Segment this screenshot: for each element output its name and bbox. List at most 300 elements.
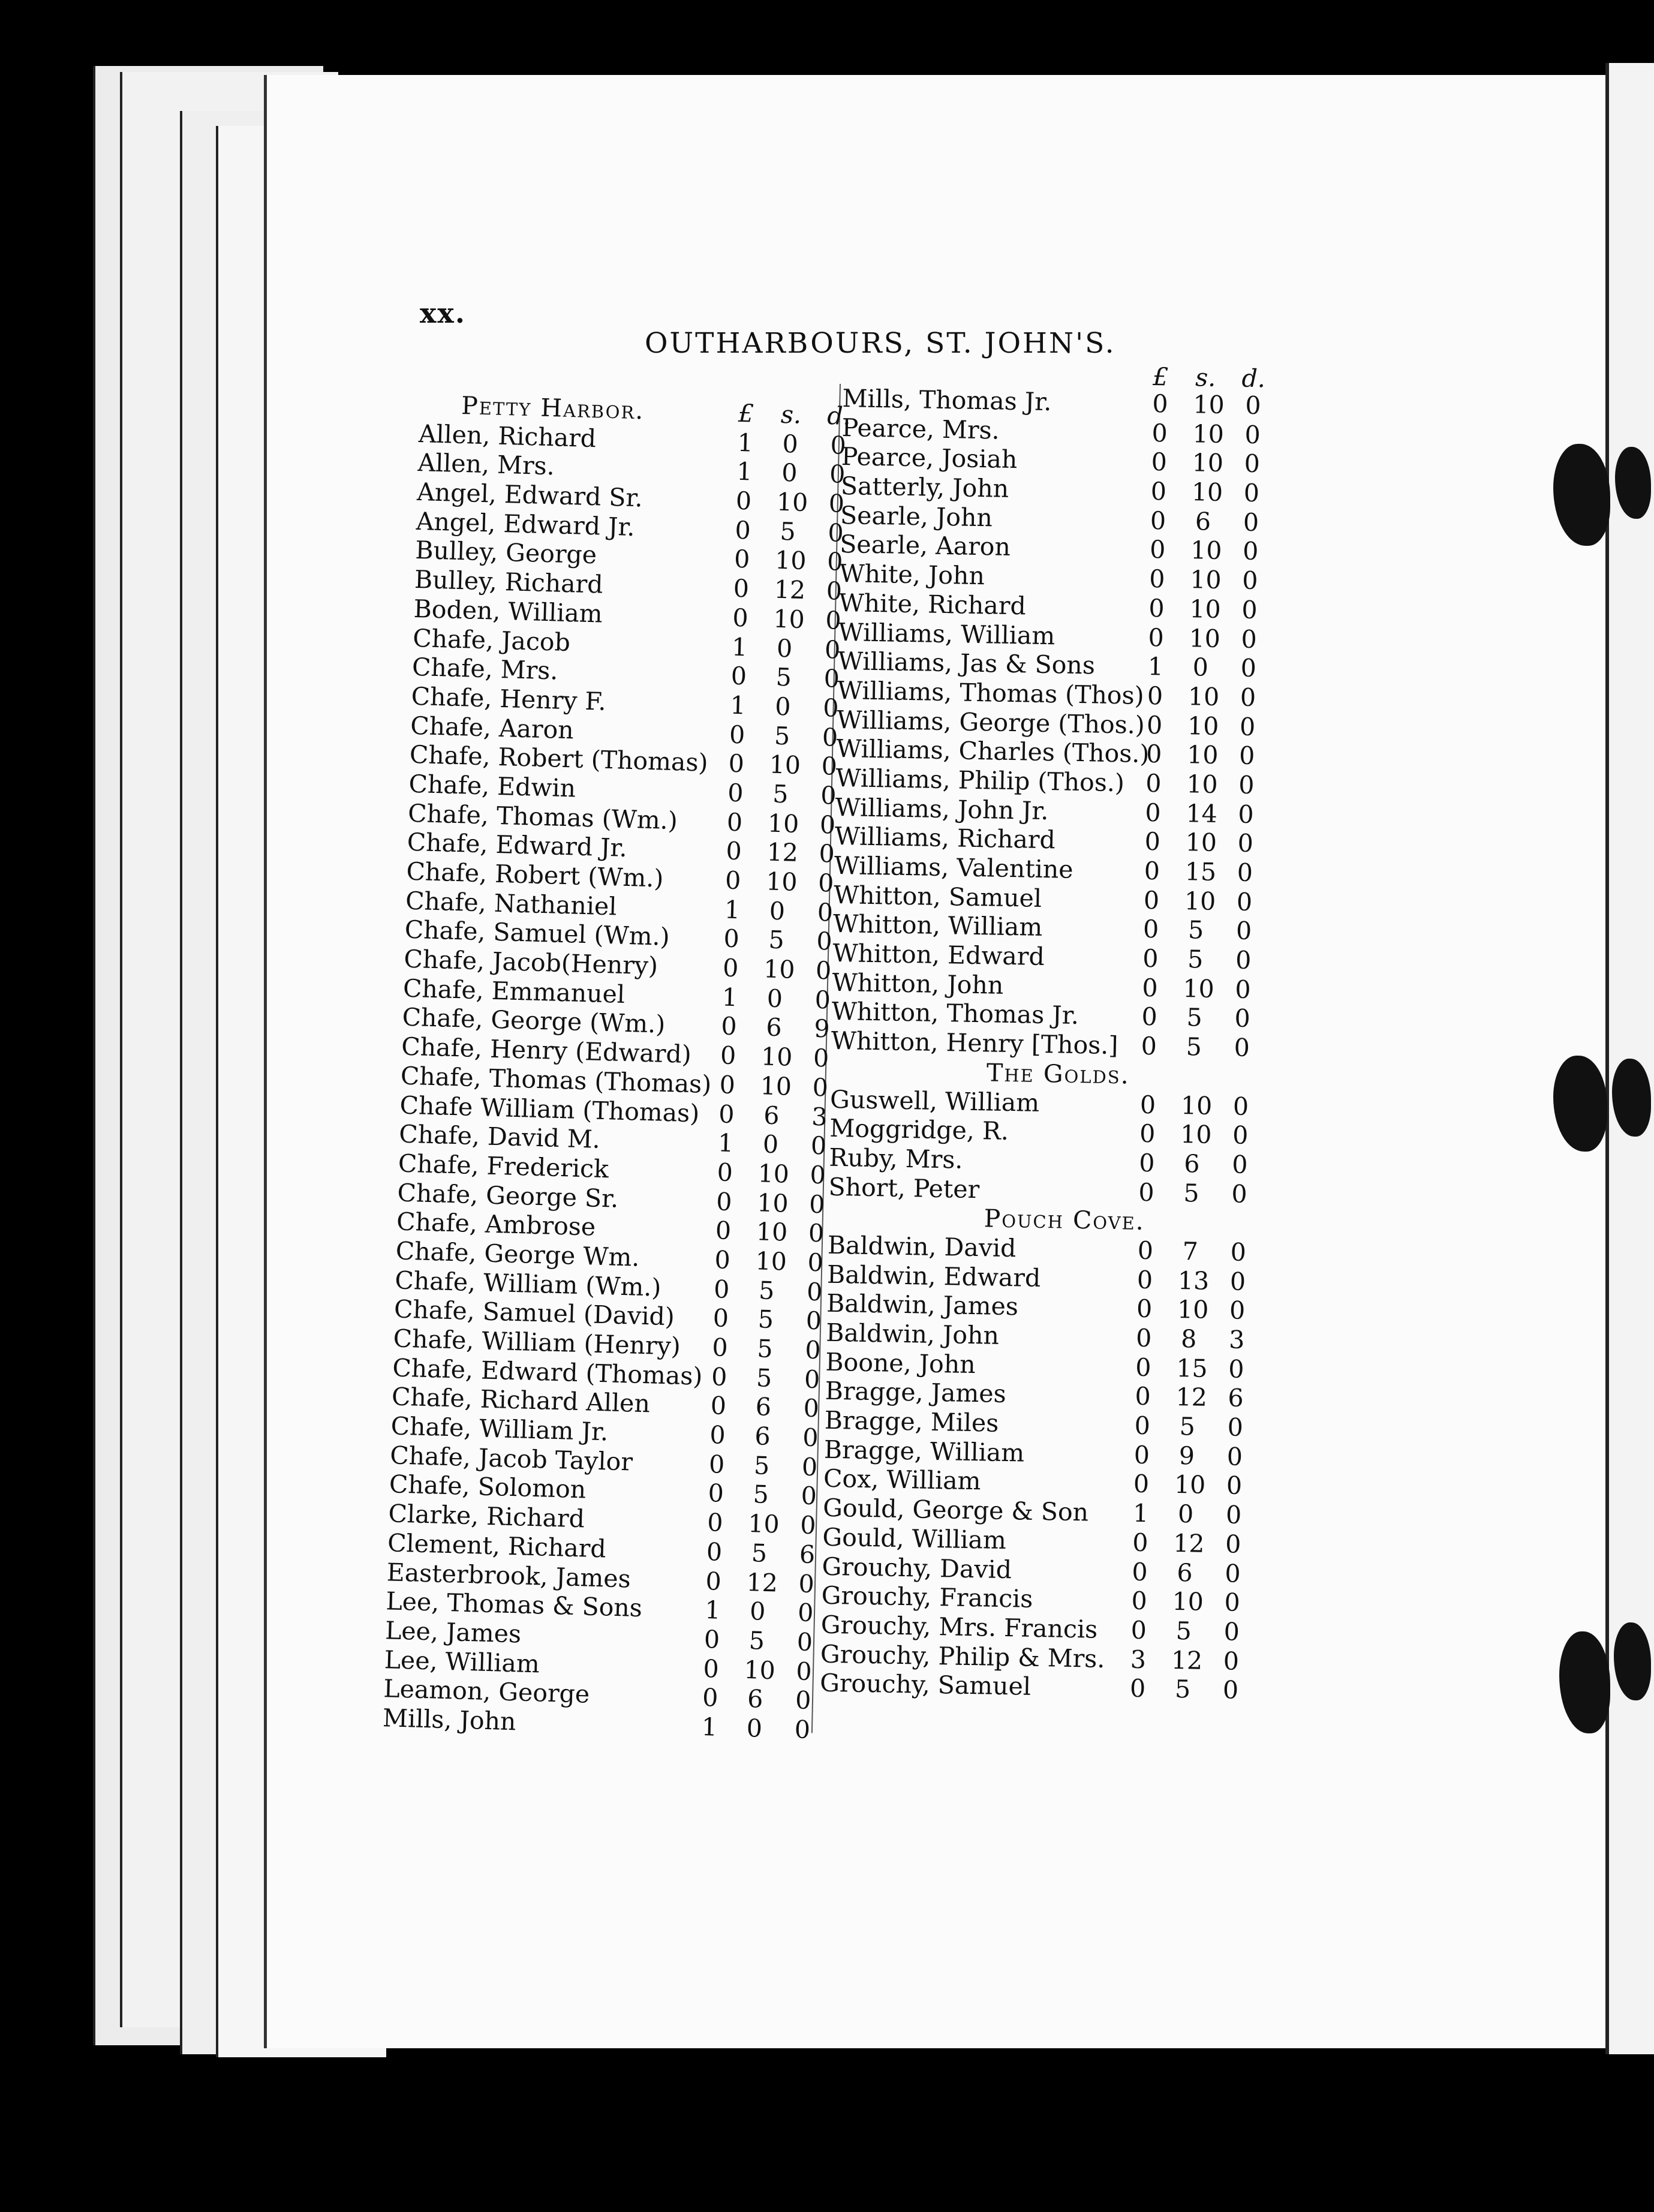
pounds-value: 0 <box>1141 1002 1158 1032</box>
entry-name: Cox, William <box>823 1464 981 1496</box>
pounds-value: 0 <box>726 836 742 866</box>
shillings-value: 10 <box>1177 1295 1209 1325</box>
entry-name: Chafe, Jacob(Henry) <box>403 944 658 981</box>
pounds-value: 0 <box>1136 1265 1153 1294</box>
pence-value: 0 <box>795 1656 813 1686</box>
shillings-value: 10 <box>756 1217 788 1247</box>
pence-value: 0 <box>1240 653 1257 683</box>
shillings-value: 10 <box>1189 623 1221 653</box>
ledger-row <box>835 763 1255 800</box>
entry-name: Bragge, William <box>823 1435 1025 1468</box>
entry-name: Chafe, Jacob <box>412 623 571 657</box>
entry-name: Chafe, Jacob Taylor <box>389 1441 633 1477</box>
pence-value: 0 <box>1226 1442 1243 1471</box>
ledger-row <box>382 1703 811 1744</box>
shillings-value: 5 <box>753 1451 770 1480</box>
shillings-value: 5 <box>1175 1616 1192 1646</box>
ledger-row <box>834 822 1254 858</box>
entry-name: Satterly, John <box>840 471 1009 503</box>
ink-blot <box>1614 1622 1651 1700</box>
pounds-value: 0 <box>726 807 743 837</box>
pounds-value: 1 <box>1147 652 1164 681</box>
pence-value: 0 <box>1238 770 1255 800</box>
shillings-value: 10 <box>1172 1587 1204 1616</box>
pence-value: 0 <box>808 1218 825 1248</box>
pence-value: 0 <box>820 780 837 810</box>
entry-name: Allen, Richard <box>418 419 597 453</box>
entry-name: Mills, Thomas Jr. <box>842 384 1052 417</box>
shillings-value: 10 <box>747 1509 780 1539</box>
pence-value: 0 <box>809 1160 826 1190</box>
ledger-row <box>386 1557 815 1598</box>
pounds-value: 1 <box>737 428 754 458</box>
entry-name: Whitton, William <box>832 909 1043 942</box>
entry-name: Chafe, William (Wm.) <box>394 1266 662 1302</box>
pounds-value: 0 <box>1135 1353 1151 1382</box>
pounds-value: 0 <box>1133 1469 1150 1499</box>
pounds-value: 0 <box>1151 447 1168 477</box>
entry-name: Chafe, George (Wm.) <box>402 1003 666 1039</box>
pounds-value: 1 <box>701 1712 718 1742</box>
ledger-row <box>391 1382 820 1423</box>
entry-name: Chafe, Robert (Wm.) <box>405 856 664 893</box>
entry-name: Bragge, Miles <box>824 1405 999 1438</box>
entry-name: Bulley, George <box>414 536 597 570</box>
entry-name: Easterbrook, James <box>386 1557 631 1594</box>
pounds-value: 0 <box>728 749 745 779</box>
pounds-value: 0 <box>711 1362 727 1391</box>
ledger-row <box>829 1114 1249 1150</box>
entry-name: Chafe, Thomas (Thomas) <box>400 1061 712 1099</box>
pence-value: 0 <box>1229 1267 1246 1296</box>
ledger-row <box>831 997 1251 1033</box>
entry-name: Boden, William <box>413 594 603 629</box>
shillings-value: 9 <box>1178 1441 1195 1471</box>
entry-name: Chafe, Henry F. <box>411 681 607 716</box>
ledger-row <box>839 559 1258 596</box>
pence-value: 0 <box>1224 1588 1241 1618</box>
pounds-value: 0 <box>1144 827 1161 856</box>
ledger-row <box>824 1405 1244 1442</box>
entry-name: Williams, Philip (Thos.) <box>835 763 1125 798</box>
shillings-value: 10 <box>760 1042 793 1072</box>
pence-value: 0 <box>1243 507 1259 537</box>
entry-name: Chafe, Aaron <box>410 711 575 744</box>
pence-value: 0 <box>806 1277 823 1306</box>
entry-name: Chafe, Henry (Edward) <box>401 1032 692 1069</box>
pounds-value: 0 <box>735 486 752 516</box>
page-number: xx. <box>420 297 466 329</box>
pence-value: 0 <box>1238 741 1255 771</box>
ledger-row <box>402 973 831 1015</box>
shillings-value: 5 <box>1186 1032 1202 1062</box>
pounds-value: 0 <box>714 1245 731 1275</box>
ledger-row <box>409 740 838 781</box>
pounds-value: 0 <box>720 1011 738 1041</box>
ledger-row <box>390 1411 819 1453</box>
entry-name: Whitton, Edward <box>832 938 1045 972</box>
shillings-value: 5 <box>748 1626 765 1655</box>
shillings-value: 10 <box>1174 1470 1206 1500</box>
pounds-value: 0 <box>1132 1557 1148 1586</box>
shillings-value: 5 <box>1187 915 1204 945</box>
shillings-value: 10 <box>763 954 796 984</box>
pounds-value: 1 <box>1132 1498 1149 1528</box>
pounds-value: 0 <box>717 1158 733 1187</box>
shillings-value: 10 <box>769 750 801 780</box>
shillings-value: 10 <box>1192 448 1224 478</box>
entry-name: Gould, William <box>822 1522 1007 1555</box>
shillings-value: 5 <box>1179 1412 1196 1441</box>
pence-value: 0 <box>825 605 842 635</box>
pence-value: 0 <box>1240 683 1256 712</box>
shillings-value: 5 <box>757 1305 774 1335</box>
pounds-value: 1 <box>717 1128 734 1158</box>
ledger-row <box>393 1294 822 1336</box>
shillings-value: 14 <box>1186 798 1218 828</box>
pence-value: 0 <box>1237 828 1254 858</box>
entry-name: Angel, Edward Jr. <box>416 506 636 542</box>
shillings-value: 5 <box>772 779 789 809</box>
shillings-value: 10 <box>757 1159 790 1189</box>
shillings-value: 0 <box>762 1129 779 1159</box>
section-heading: Petty Harbor. <box>461 390 645 425</box>
pence-value: 0 <box>829 459 846 489</box>
pence-value: 0 <box>816 927 833 956</box>
pounds-value: 0 <box>1144 856 1160 886</box>
shillings-value: 6 <box>1177 1558 1193 1587</box>
entry-name: Chafe, Nathaniel <box>405 886 618 921</box>
pence-value: 0 <box>797 1598 814 1628</box>
pence-value: 0 <box>796 1627 813 1657</box>
entry-name: Williams, George (Thos.) <box>836 705 1145 740</box>
pence-value: 0 <box>1232 1120 1249 1150</box>
pence-value: 0 <box>1234 1033 1250 1063</box>
entry-name: Short, Peter <box>828 1172 980 1204</box>
pounds-value: 0 <box>1151 418 1168 448</box>
pounds-value: 0 <box>1134 1411 1151 1441</box>
pence-value: 0 <box>817 868 835 898</box>
pounds-value: 0 <box>1143 885 1160 915</box>
shillings-value: 10 <box>772 604 805 634</box>
page-title: OUTHARBOURS, ST. JOHN'S. <box>645 327 1116 360</box>
pence-value: 0 <box>1225 1529 1241 1559</box>
pounds-value: 1 <box>729 690 747 720</box>
entry-name: Searle, Aaron <box>839 530 1011 562</box>
shillings-value: 10 <box>1192 419 1225 449</box>
pounds-value: 0 <box>733 545 751 574</box>
shillings-value: 6 <box>765 1012 783 1042</box>
entry-name: Chafe, Thomas (Wm.) <box>407 798 678 835</box>
pence-value: 0 <box>1239 712 1256 741</box>
entry-name: Chafe, David M. <box>398 1119 601 1155</box>
pounds-value: 0 <box>1145 768 1162 798</box>
ledger-row <box>392 1353 820 1394</box>
entry-name: White, John <box>839 559 985 591</box>
pence-value: 0 <box>1225 1500 1242 1530</box>
shillings-value: 15 <box>1184 857 1217 886</box>
pounds-value: 0 <box>1152 389 1168 419</box>
pence-value: 0 <box>1230 1237 1247 1267</box>
pence-value: 0 <box>1241 595 1258 624</box>
pence-value: 0 <box>804 1365 820 1394</box>
entry-name: Chafe, Edwin <box>408 769 576 803</box>
pounds-value: 1 <box>704 1595 721 1625</box>
ledger-row <box>384 1616 813 1657</box>
entry-name: Mills, John <box>382 1703 517 1736</box>
shillings-value: 12 <box>766 837 799 868</box>
shillings-value: 10 <box>774 546 807 576</box>
pence-value: 0 <box>822 722 838 752</box>
pounds-value: 0 <box>715 1216 732 1246</box>
entry-name: Williams, John Jr. <box>835 792 1049 825</box>
shillings-value: 6 <box>763 1100 780 1130</box>
pounds-value: 0 <box>708 1449 725 1479</box>
shillings-value: 10 <box>1180 1120 1212 1150</box>
shillings-value: 5 <box>768 925 785 955</box>
pounds-value: 0 <box>1131 1586 1148 1616</box>
shillings-header: s. <box>780 399 802 429</box>
pence-value: 0 <box>1235 975 1251 1004</box>
pounds-value: 0 <box>1148 623 1165 652</box>
entry-name: Williams, Richard <box>834 822 1056 855</box>
pounds-value: 0 <box>1135 1382 1151 1411</box>
shillings-value: 15 <box>1176 1353 1208 1383</box>
entry-name: Moggridge, R. <box>829 1114 1009 1146</box>
shillings-value: 0 <box>776 633 793 663</box>
pounds-value: 0 <box>1150 477 1167 506</box>
shillings-value: 0 <box>782 429 799 459</box>
pence-value: 0 <box>1236 887 1253 916</box>
pence-value: 0 <box>798 1568 815 1598</box>
pounds-value: 0 <box>702 1654 720 1684</box>
pounds-value: 0 <box>706 1537 723 1567</box>
shillings-value: 10 <box>1183 973 1215 1003</box>
pence-value: 0 <box>826 547 843 577</box>
pence-value: 0 <box>799 1510 817 1540</box>
pounds-value: 0 <box>711 1333 729 1362</box>
entry-name: Grouchy, David <box>822 1552 1012 1584</box>
shillings-value: 12 <box>1175 1382 1208 1412</box>
pence-header: d. <box>1241 363 1266 393</box>
pence-value: 0 <box>819 810 836 840</box>
pence-value: 0 <box>828 489 845 518</box>
entry-name: Baldwin, Edward <box>826 1260 1041 1293</box>
shillings-value: 10 <box>755 1246 787 1276</box>
shillings-value: 10 <box>1189 565 1222 595</box>
ledger-row <box>405 886 834 927</box>
section-heading: Pouch Cove. <box>984 1204 1145 1236</box>
pence-value: 0 <box>801 1481 817 1511</box>
entry-name: Chafe William (Thomas) <box>399 1090 700 1128</box>
shillings-value: 10 <box>760 1071 792 1101</box>
ledger-row <box>395 1236 824 1278</box>
pence-value: 0 <box>823 664 840 693</box>
shillings-value: 10 <box>767 809 799 838</box>
shillings-value: 12 <box>774 575 806 605</box>
entry-name: Grouchy, Philip & Mrs. <box>820 1639 1105 1673</box>
entry-name: Grouchy, Samuel <box>819 1668 1032 1702</box>
pence-value: 3 <box>1228 1325 1245 1354</box>
shillings-value: 10 <box>1190 536 1222 566</box>
entry-name: Whitton, Henry [Thos.] <box>831 1026 1118 1060</box>
entry-name: Chafe, Robert (Thomas) <box>409 740 709 777</box>
ink-blot <box>1615 447 1651 519</box>
entry-name: Chafe, William (Henry) <box>393 1324 681 1361</box>
ink-blot <box>1612 1059 1651 1137</box>
ledger-row <box>383 1674 811 1715</box>
pence-value: 0 <box>815 955 832 985</box>
pounds-value: 3 <box>1130 1645 1147 1674</box>
pounds-value: 0 <box>1148 593 1165 623</box>
entry-name: Searle, John <box>840 500 993 533</box>
entry-name: Grouchy, Francis <box>821 1580 1033 1614</box>
shillings-value: 10 <box>1187 711 1219 741</box>
entry-name: Chafe, Mrs. <box>411 653 559 686</box>
ledger-row <box>823 1464 1243 1501</box>
ledger-row <box>820 1639 1240 1676</box>
pounds-value: 0 <box>1145 798 1162 827</box>
shillings-value: 12 <box>1171 1645 1203 1675</box>
pounds-value: 0 <box>703 1624 720 1654</box>
pence-value: 0 <box>1223 1617 1240 1646</box>
entry-name: Williams, Thomas (Thos) <box>837 675 1145 710</box>
pence-value: 0 <box>1234 1004 1251 1033</box>
pounds-value: 0 <box>1149 535 1166 564</box>
pence-value: 0 <box>1227 1412 1244 1442</box>
shillings-value: 10 <box>1189 594 1222 624</box>
pounds-value: 0 <box>732 603 749 633</box>
pence-value: 0 <box>1226 1471 1243 1501</box>
shillings-value: 10 <box>1186 770 1219 799</box>
pounds-value: 0 <box>1138 1177 1155 1207</box>
pence-value: 3 <box>811 1102 828 1131</box>
shillings-value: 0 <box>766 984 783 1014</box>
pence-value: 0 <box>829 430 847 460</box>
pounds-value: 0 <box>720 1041 736 1071</box>
ledger-row <box>837 675 1256 712</box>
pounds-value: 0 <box>1146 710 1163 740</box>
pence-value: 0 <box>812 1072 829 1102</box>
entry-name: Guswell, William <box>829 1084 1040 1117</box>
ledger-row <box>842 384 1261 420</box>
pence-value: 0 <box>1228 1354 1244 1384</box>
shillings-value: 5 <box>1174 1675 1191 1704</box>
entry-name: Bulley, Richard <box>414 565 604 599</box>
pounds-value: 0 <box>1148 564 1165 594</box>
shillings-value: 10 <box>776 487 808 518</box>
pence-value: 0 <box>817 897 834 927</box>
shillings-value: 5 <box>779 516 796 546</box>
ledger-row <box>820 1610 1240 1646</box>
entry-name: Chafe, Solomon <box>389 1469 587 1504</box>
pounds-value: 1 <box>736 457 753 486</box>
entry-name: Whitton, John <box>832 967 1004 1000</box>
shillings-value: 10 <box>1185 828 1217 858</box>
shillings-value: 5 <box>751 1538 768 1568</box>
pounds-value: 0 <box>709 1420 726 1450</box>
pence-value: 0 <box>808 1189 826 1219</box>
shillings-value: 5 <box>775 662 792 692</box>
ledger-row <box>825 1347 1244 1384</box>
pence-value: 0 <box>1225 1558 1241 1588</box>
pence-value: 0 <box>824 635 841 665</box>
pounds-header: £ <box>738 398 754 428</box>
pounds-value: 0 <box>1141 1031 1157 1061</box>
pence-value: 0 <box>807 1248 824 1278</box>
entry-name: Lee, Thomas & Sons <box>385 1586 643 1623</box>
pence-value: 0 <box>1243 478 1260 508</box>
pounds-value: 0 <box>1133 1440 1150 1469</box>
shillings-value: 5 <box>758 1276 775 1305</box>
pounds-value: 0 <box>702 1683 719 1712</box>
shillings-value: 7 <box>1182 1237 1199 1266</box>
entry-name: Chafe, Richard Allen <box>391 1382 651 1418</box>
pence-value: 0 <box>801 1452 818 1481</box>
entry-name: Clement, Richard <box>387 1528 607 1564</box>
ledger-row <box>388 1499 817 1540</box>
entry-name: Grouchy, Mrs. Francis <box>820 1610 1098 1644</box>
shillings-value: 12 <box>746 1567 778 1597</box>
shillings-value: 6 <box>754 1421 771 1451</box>
entry-name: Baldwin, James <box>826 1289 1019 1321</box>
pounds-value: 0 <box>730 661 747 691</box>
pounds-value: 0 <box>713 1274 730 1304</box>
shillings-value: 0 <box>1177 1499 1194 1529</box>
entry-name: Williams, Charles (Thos.) <box>835 734 1150 769</box>
pounds-value: 0 <box>727 778 744 808</box>
pounds-value: 1 <box>731 632 748 662</box>
pounds-value: 0 <box>1132 1528 1148 1557</box>
entry-name: White, Richard <box>838 588 1027 621</box>
shillings-value: 0 <box>774 692 792 722</box>
entry-name: Boone, John <box>825 1347 976 1379</box>
pounds-value: 0 <box>1137 1236 1154 1266</box>
pence-value: 0 <box>1223 1646 1240 1676</box>
entry-name: Pearce, Mrs. <box>841 413 1000 445</box>
pounds-value: 0 <box>715 1186 733 1216</box>
pounds-value: 0 <box>729 720 745 749</box>
entry-name: Baldwin, John <box>825 1318 1000 1350</box>
shillings-value: 10 <box>1180 1090 1213 1120</box>
shillings-value: 5 <box>756 1334 774 1364</box>
pence-value: 0 <box>1222 1675 1239 1705</box>
shillings-value: 0 <box>749 1597 766 1627</box>
pounds-value: 0 <box>724 865 742 895</box>
pence-value: 0 <box>1242 537 1259 566</box>
entry-name: Chafe, George Sr. <box>396 1178 619 1213</box>
shillings-value: 5 <box>1187 945 1204 974</box>
ledger-row <box>414 536 843 577</box>
shillings-value: 5 <box>756 1363 772 1393</box>
shillings-value: 5 <box>1183 1178 1200 1208</box>
pounds-value: 0 <box>1142 943 1159 973</box>
ledger-row <box>832 909 1252 946</box>
pence-value: 0 <box>1232 1092 1249 1121</box>
ledger-row <box>832 938 1252 975</box>
ledger-row <box>404 915 833 956</box>
shillings-value: 6 <box>755 1392 772 1422</box>
shillings-value: 13 <box>1177 1266 1210 1296</box>
pence-value: 0 <box>1238 800 1255 829</box>
ledger-row <box>826 1289 1246 1326</box>
entry-name: Clarke, Richard <box>388 1499 585 1534</box>
ledger-row <box>401 1032 829 1073</box>
pounds-value: 0 <box>1136 1294 1153 1324</box>
ledger-row <box>417 448 846 489</box>
pounds-value: 1 <box>721 982 738 1012</box>
entry-name: Chafe, Edward (Thomas) <box>392 1353 703 1391</box>
